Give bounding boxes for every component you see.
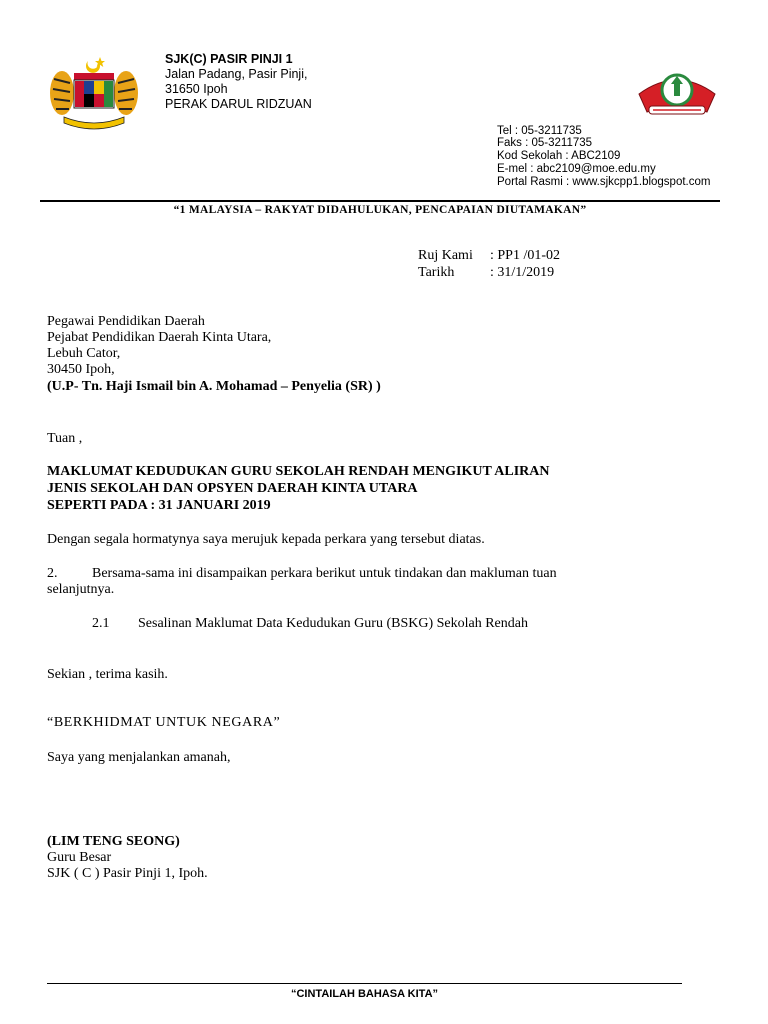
recipient-line: 30450 Ipoh, xyxy=(47,362,115,377)
date-label: Tarikh xyxy=(418,265,455,280)
recipient-line: Pegawai Pendidikan Daerah xyxy=(47,314,205,329)
paragraph: Dengan segala hormatynya saya merujuk kepada perkara yang tersebut diatas. xyxy=(47,532,485,547)
school-code: Kod Sekolah : ABC2109 xyxy=(497,150,621,162)
paragraph: Bersama-sama ini disampaikan perkara berikut untuk tindakan dan makluman tuan xyxy=(92,566,557,581)
letterhead-divider xyxy=(40,200,720,202)
recipient-line: Pejabat Pendidikan Daerah Kinta Utara, xyxy=(47,330,272,345)
portal-url: Portal Rasmi : www.sjkcpp1.blogspot.com xyxy=(497,176,711,188)
school-badge-icon xyxy=(635,62,719,122)
signatory-name: (LIM TENG SEONG) xyxy=(47,834,180,849)
address-line: PERAK DARUL RIDZUAN xyxy=(165,97,312,111)
malaysia-coat-of-arms-icon xyxy=(44,55,144,130)
fax-number: Faks : 05-3211735 xyxy=(497,137,593,149)
paragraph: selanjutnya. xyxy=(47,582,115,597)
address-line: 31650 Ipoh xyxy=(165,82,228,96)
footer-divider xyxy=(47,983,682,984)
letterhead-motto: “1 MALAYSIA – RAKYAT DIDAHULUKAN, PENCAPAIAN DIUTAMAKAN” xyxy=(173,204,587,216)
signatory-title: Guru Besar xyxy=(47,850,112,865)
reference-label: Ruj Kami xyxy=(418,248,473,263)
reference-value: : PP1 /01-02 xyxy=(490,248,561,263)
footer-motto: “CINTAILAH BAHASA KITA” xyxy=(290,988,439,1000)
salutation: Tuan , xyxy=(47,431,83,446)
recipient-attention: (U.P- Tn. Haji Ismail bin A. Mohamad – Penyelia (SR) ) xyxy=(47,379,381,394)
subject-line: SEPERTI PADA : 31 JANUARI 2019 xyxy=(47,498,271,513)
telephone-number: Tel : 05-3211735 xyxy=(497,125,582,137)
list-item: Sesalinan Maklumat Data Kedudukan Guru (BSKG) Sekolah Rendah xyxy=(138,616,528,631)
subject-line: MAKLUMAT KEDUDUKAN GURU SEKOLAH RENDAH MENGIKUT ALIRAN xyxy=(47,464,550,479)
paragraph-number: 2. xyxy=(47,566,58,581)
recipient-line: Lebuh Cator, xyxy=(47,346,121,361)
subject-line: JENIS SEKOLAH DAN OPSYEN DAERAH KINTA UTARA xyxy=(47,481,418,496)
email-address: E-mel : abc2109@moe.edu.my xyxy=(497,163,656,175)
sign-off: Saya yang menjalankan amanah, xyxy=(47,750,231,765)
closing-line: Sekian , terima kasih. xyxy=(47,667,168,682)
school-name: SJK(C) PASIR PINJI 1 xyxy=(165,52,293,66)
address-line: Jalan Padang, Pasir Pinji, xyxy=(165,67,308,81)
signatory-school: SJK ( C ) Pasir Pinji 1, Ipoh. xyxy=(47,866,208,881)
list-item-number: 2.1 xyxy=(92,616,110,631)
service-motto: “BERKHIDMAT UNTUK NEGARA” xyxy=(47,715,281,730)
date-value: : 31/1/2019 xyxy=(490,265,555,280)
